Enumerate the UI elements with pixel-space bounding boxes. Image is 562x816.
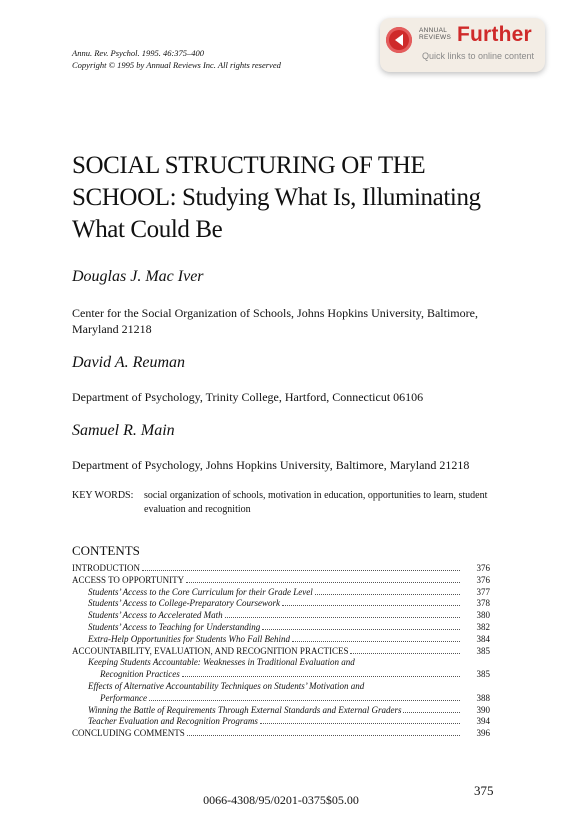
play-arrow-icon bbox=[386, 27, 412, 53]
toc-entry-page: 382 bbox=[476, 622, 490, 632]
contents-heading: CONTENTS bbox=[72, 543, 140, 558]
toc-entry-page: 376 bbox=[476, 574, 490, 585]
author-name: Douglas J. Mac Iver bbox=[72, 268, 204, 285]
author-name: David A. Reuman bbox=[72, 354, 186, 371]
toc-entry bbox=[72, 598, 490, 610]
toc-entry-label: CONCLUDING COMMENTS bbox=[72, 728, 185, 739]
toc-entry-page: 385 bbox=[476, 645, 490, 656]
reviews-text: REVIEWS bbox=[419, 34, 452, 41]
toc-leader-dots bbox=[225, 617, 460, 618]
toc-entry bbox=[72, 681, 490, 693]
keywords-text: social organization of schools, motivation in education, opportunities to learn, student evaluation and recognition bbox=[144, 490, 488, 515]
author-name: Samuel R. Main bbox=[72, 422, 175, 439]
further-badge[interactable] bbox=[380, 18, 545, 72]
toc-entry bbox=[72, 587, 490, 599]
citation-line: Annu. Rev. Psychol. 1995. 46:375–400 bbox=[72, 48, 205, 58]
toc-entry-page: 388 bbox=[476, 692, 490, 703]
toc-entry-label: Students’ Access to Accelerated Math bbox=[88, 610, 223, 621]
toc-entry-label: ACCOUNTABILITY, EVALUATION, AND RECOGNITION PRACTICES bbox=[72, 645, 349, 656]
toc-entry-label: ACCESS TO OPPORTUNITY bbox=[72, 574, 185, 585]
toc-entry-page: 378 bbox=[476, 598, 490, 609]
toc-leader-dots bbox=[262, 629, 460, 630]
toc-entry bbox=[72, 705, 490, 717]
toc-leader-dots bbox=[182, 676, 460, 677]
toc-entry-label: Teacher Evaluation and Recognition Programs bbox=[88, 716, 258, 727]
title-line: What Could Be bbox=[72, 216, 223, 243]
toc-entry bbox=[72, 563, 490, 575]
toc-entry-label: INTRODUCTION bbox=[72, 563, 140, 573]
toc-entry-label: Performance bbox=[100, 692, 147, 703]
toc-leader-dots bbox=[149, 700, 460, 701]
copyright-line: Copyright © 1995 by Annual Reviews Inc. All rights reserved bbox=[72, 60, 281, 70]
title-line: SOCIAL STRUCTURING OF THE bbox=[72, 152, 426, 179]
page-number: 375 bbox=[474, 783, 494, 798]
toc-leader-dots bbox=[292, 641, 460, 642]
toc-entry bbox=[72, 610, 490, 622]
toc-leader-dots bbox=[187, 735, 460, 736]
toc-entry bbox=[72, 646, 490, 658]
annual-text: ANNUAL bbox=[419, 27, 448, 34]
toc-entry-label: Students’ Access to Teaching for Understanding bbox=[88, 622, 261, 632]
title-line: SCHOOL: Studying What Is, Illuminating bbox=[72, 184, 481, 211]
toc-entry bbox=[72, 693, 490, 705]
toc-entry-label: Students’ Access to College-Preparatory Coursework bbox=[88, 598, 280, 609]
article-code: 0066-4308/95/0201-0375$05.00 bbox=[203, 793, 359, 807]
toc-entry-page: 385 bbox=[476, 669, 490, 680]
journal-citation bbox=[72, 47, 281, 71]
toc-entry-page: 394 bbox=[476, 716, 490, 727]
toc-leader-dots bbox=[142, 570, 460, 571]
toc-entry bbox=[72, 716, 490, 728]
article-title bbox=[72, 150, 492, 246]
toc-entry-page: 396 bbox=[476, 728, 490, 739]
toc-entry-page: 384 bbox=[476, 633, 490, 644]
further-brand: Further bbox=[457, 23, 532, 46]
toc-entry bbox=[72, 634, 490, 646]
toc-leader-dots bbox=[315, 594, 460, 595]
toc-entry-page: 390 bbox=[476, 704, 490, 715]
author-affiliation: Department of Psychology, Johns Hopkins University, Baltimore, Maryland 21218 bbox=[72, 458, 470, 472]
toc-leader-dots bbox=[260, 723, 460, 724]
toc-entry-label: Effects of Alternative Accountability Techniques on Students’ Motivation and bbox=[88, 681, 365, 691]
keywords-label: KEY WORDS: bbox=[72, 490, 134, 501]
toc-entry-label: Winning the Battle of Requirements Through External Standards and External Graders bbox=[88, 704, 402, 715]
toc-leader-dots bbox=[350, 653, 460, 654]
toc-entry-label: Recognition Practices bbox=[100, 669, 180, 680]
toc-entry bbox=[72, 657, 490, 669]
toc-leader-dots bbox=[282, 605, 460, 606]
toc-entry bbox=[72, 728, 490, 740]
annual-reviews-label bbox=[419, 27, 451, 41]
toc-entry bbox=[72, 669, 490, 681]
toc-leader-dots bbox=[186, 582, 460, 583]
author-affiliation: Center for the Social Organization of Schools, Johns Hopkins University, Baltimore, Maryland 21218 bbox=[72, 306, 478, 336]
further-tagline: Quick links to online content bbox=[422, 51, 535, 61]
toc-entry-label: Keeping Students Accountable: Weaknesses in Traditional Evaluation and bbox=[88, 657, 355, 668]
toc-entry-page: 380 bbox=[476, 610, 490, 621]
toc-entry-label: Students’ Access to the Core Curriculum for their Grade Level bbox=[88, 586, 313, 597]
toc-entry-label: Extra-Help Opportunities for Students Who Fall Behind bbox=[88, 633, 290, 644]
toc-entry bbox=[72, 575, 490, 587]
toc-entry-page: 376 bbox=[476, 563, 490, 573]
toc-entry-page: 377 bbox=[476, 586, 490, 597]
author-affiliation: Department of Psychology, Trinity College, Hartford, Connecticut 06106 bbox=[72, 390, 424, 404]
toc-leader-dots bbox=[403, 712, 460, 713]
toc-entry bbox=[72, 622, 490, 634]
